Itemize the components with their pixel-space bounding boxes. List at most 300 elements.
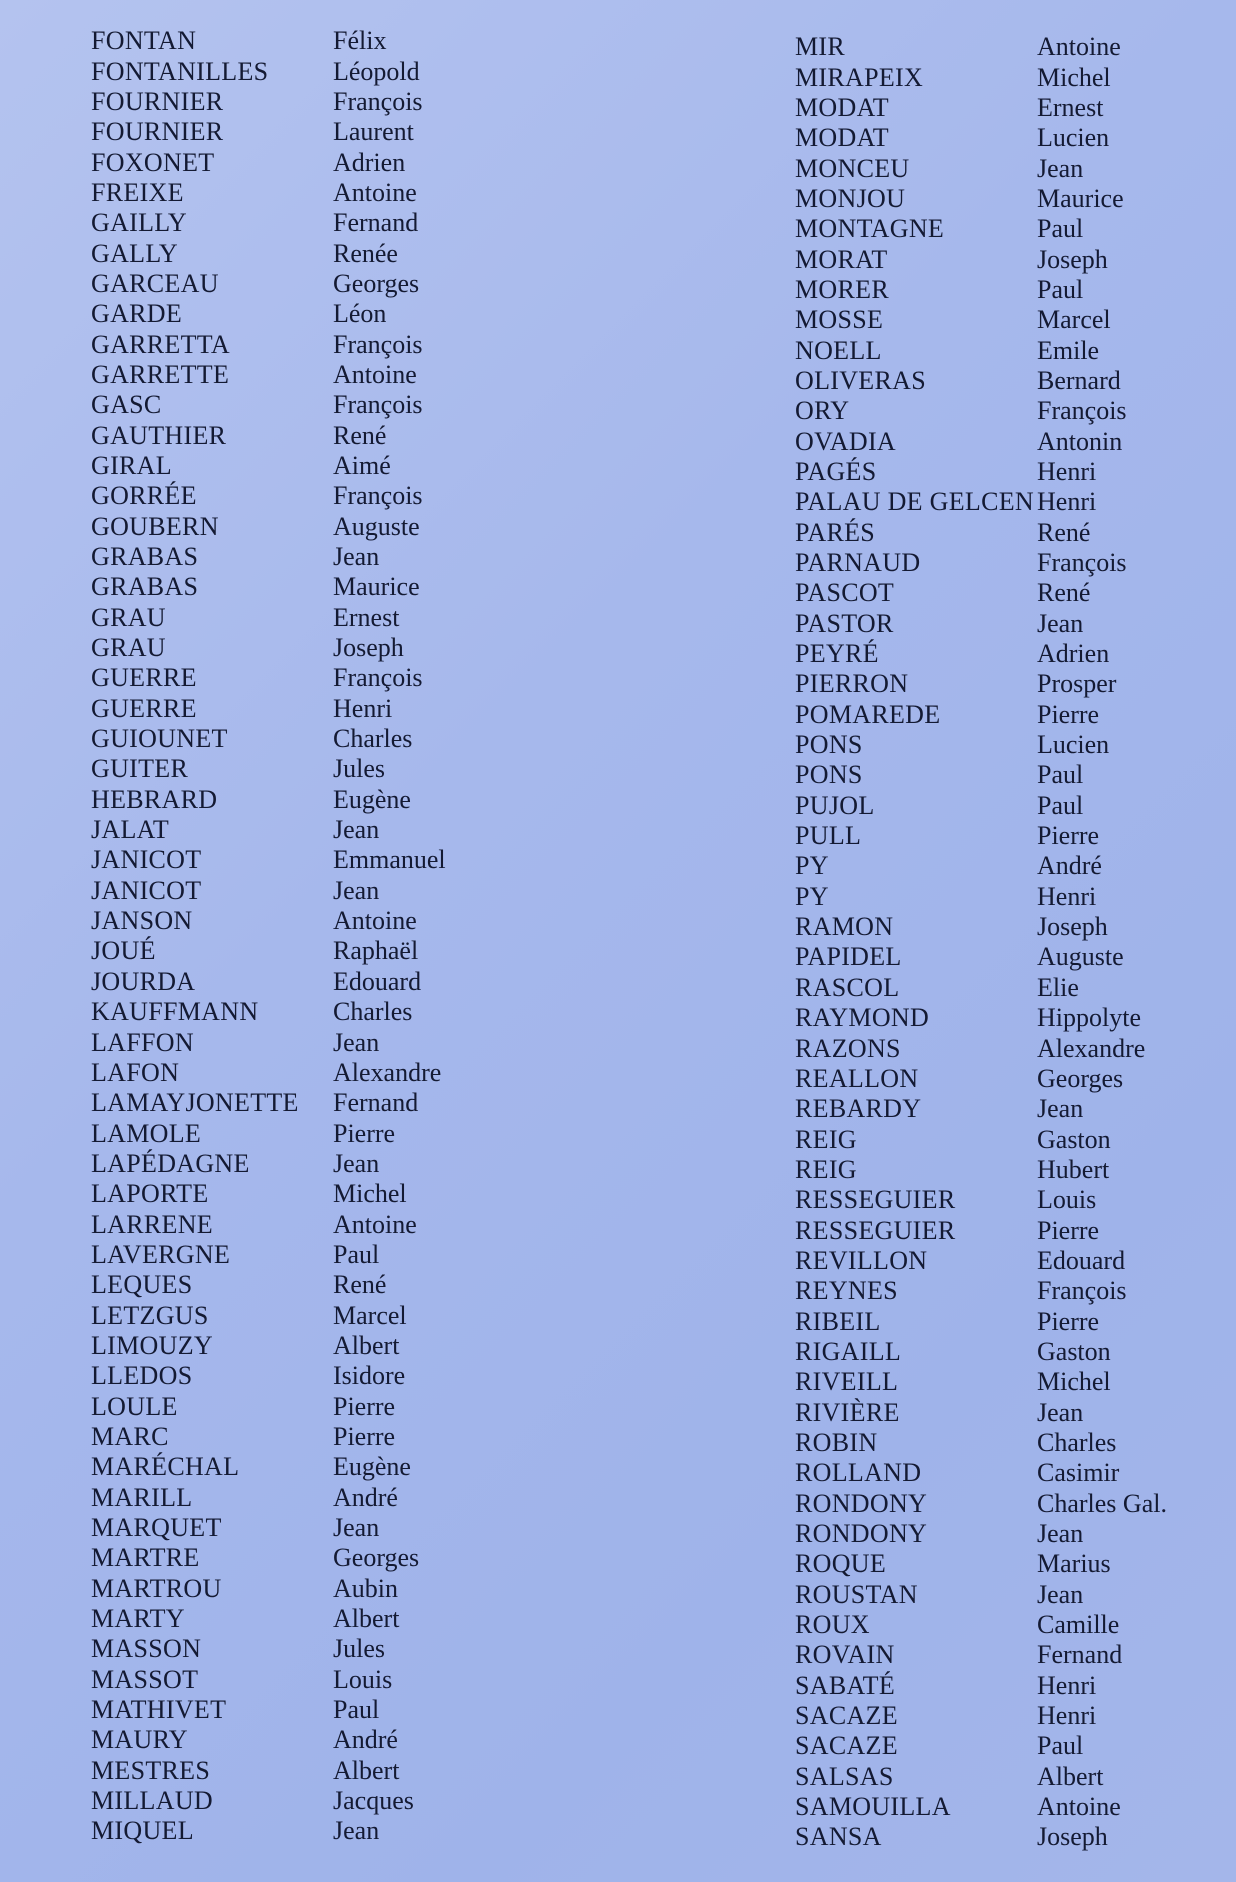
name-row [91, 633, 446, 663]
surname: GRAU [91, 633, 166, 663]
given-name: Antoine [333, 177, 417, 207]
given-name: Jean [1037, 1397, 1084, 1427]
surname: RAMON [795, 912, 894, 942]
name-row [795, 730, 1167, 760]
surname: REALLON [795, 1063, 919, 1093]
surname: GARRETTA [91, 329, 230, 359]
surname: GAUTHIER [91, 420, 227, 450]
name-row [795, 791, 1167, 821]
surname: SACAZE [795, 1701, 898, 1731]
name-row [91, 238, 446, 268]
given-name: Marius [1037, 1549, 1111, 1579]
given-name: René [1037, 517, 1091, 547]
name-row [91, 390, 446, 420]
surname: PARÉS [795, 517, 876, 547]
name-row [795, 973, 1167, 1003]
surname: ROVAIN [795, 1640, 895, 1670]
surname: RIVIÈRE [795, 1397, 900, 1427]
given-name: Antoine [1037, 1792, 1121, 1822]
surname: PULL [795, 821, 862, 851]
name-row [795, 700, 1167, 730]
surname: JANICOT [91, 845, 202, 875]
name-row [795, 1549, 1167, 1579]
given-name: Camille [1037, 1610, 1120, 1640]
given-name: Laurent [333, 117, 414, 147]
surname: OLIVERAS [795, 365, 926, 395]
name-row [91, 1331, 446, 1361]
surname: LOULE [91, 1391, 178, 1421]
given-name: Raphaël [333, 936, 419, 966]
surname: GASC [91, 390, 162, 420]
given-name: Gaston [1037, 1336, 1111, 1366]
given-name: Fernand [333, 208, 419, 238]
given-name: Charles [333, 724, 413, 754]
surname: HEBRARD [91, 784, 218, 814]
given-name: Fernand [333, 1088, 419, 1118]
surname: FOURNIER [91, 86, 224, 116]
name-row [795, 1822, 1167, 1852]
given-name: Edouard [333, 966, 422, 996]
name-row [795, 1458, 1167, 1488]
name-row [91, 178, 446, 208]
name-row [91, 26, 446, 56]
given-name: Charles [333, 997, 413, 1027]
name-row [91, 299, 446, 329]
name-row [795, 123, 1167, 153]
surname: RAZONS [795, 1033, 901, 1063]
surname: MARC [91, 1421, 169, 1451]
name-row [795, 1185, 1167, 1215]
name-row [795, 518, 1167, 548]
surname: MODAT [795, 123, 889, 153]
surname: MARQUET [91, 1513, 222, 1543]
given-name: Casimir [1037, 1458, 1120, 1488]
left-name-column [91, 26, 446, 1847]
given-name: Eugène [333, 1452, 411, 1482]
name-row [795, 1762, 1167, 1792]
name-row [91, 1209, 446, 1239]
surname: MILLAUD [91, 1786, 213, 1816]
surname: GUERRE [91, 663, 197, 693]
surname: REIG [795, 1154, 857, 1184]
given-name: Henri [333, 693, 393, 723]
name-row [91, 1695, 446, 1725]
given-name: Charles Gal. [1037, 1488, 1167, 1518]
surname: GRABAS [91, 542, 199, 572]
given-name: Lucien [1037, 123, 1110, 153]
surname: GORRÉE [91, 481, 197, 511]
name-row [91, 360, 446, 390]
surname: FOURNIER [91, 117, 224, 147]
given-name: Hubert [1037, 1154, 1110, 1184]
surname: RIGAILL [795, 1336, 902, 1366]
surname: LAFFON [91, 1027, 194, 1057]
given-name: Jean [1037, 1519, 1084, 1549]
name-row [91, 329, 446, 359]
name-row [795, 244, 1167, 274]
name-row [795, 426, 1167, 456]
given-name: Albert [333, 1330, 400, 1360]
name-row [91, 845, 446, 875]
given-name: Aimé [333, 450, 391, 480]
name-row [91, 1604, 446, 1634]
name-row [91, 1756, 446, 1786]
given-name: Jules [333, 754, 385, 784]
surname: LEQUES [91, 1270, 193, 1300]
given-name: Jean [1037, 1579, 1084, 1609]
given-name: Ernest [333, 602, 400, 632]
surname: MONJOU [795, 183, 906, 213]
surname: MAURY [91, 1725, 188, 1755]
surname: JOURDA [91, 966, 196, 996]
name-row [91, 1816, 446, 1846]
surname: MONTAGNE [795, 214, 945, 244]
name-row [795, 1003, 1167, 1033]
given-name: René [333, 1270, 387, 1300]
surname: LIMOUZY [91, 1330, 213, 1360]
name-row [795, 275, 1167, 305]
name-row [795, 1731, 1167, 1761]
given-name: Henri [1037, 456, 1097, 486]
given-name: Fernand [1037, 1640, 1123, 1670]
name-row [91, 451, 446, 481]
surname: RESSEGUIER [795, 1185, 956, 1215]
name-row [795, 912, 1167, 942]
given-name: Henri [1037, 881, 1097, 911]
name-row [91, 663, 446, 693]
surname: SALSAS [795, 1761, 894, 1791]
name-row [795, 1792, 1167, 1822]
surname: LAVERGNE [91, 1239, 231, 1269]
name-row [91, 1634, 446, 1664]
surname: PUJOL [795, 790, 875, 820]
surname: MARTRE [91, 1543, 200, 1573]
name-row [795, 62, 1167, 92]
name-row [795, 305, 1167, 335]
name-row [795, 1580, 1167, 1610]
given-name: Léopold [333, 56, 420, 86]
surname: RONDONY [795, 1519, 928, 1549]
given-name: Auguste [1037, 942, 1124, 972]
given-name: Paul [1037, 274, 1084, 304]
name-row [91, 1179, 446, 1209]
name-row [91, 512, 446, 542]
name-row [795, 1489, 1167, 1519]
surname: KAUFFMANN [91, 997, 259, 1027]
given-name: Alexandre [1037, 1033, 1146, 1063]
name-row [795, 1276, 1167, 1306]
given-name: Marcel [1037, 305, 1111, 335]
surname: PASCOT [795, 578, 895, 608]
name-row [91, 1270, 446, 1300]
surname: LAPÉDAGNE [91, 1148, 250, 1178]
given-name: René [1037, 578, 1091, 608]
name-row [795, 1397, 1167, 1427]
name-row [91, 1118, 446, 1148]
given-name: Edouard [1037, 1245, 1126, 1275]
name-row [795, 1701, 1167, 1731]
name-row [795, 1671, 1167, 1701]
given-name: Adrien [1037, 639, 1110, 669]
given-name: Antoine [333, 906, 417, 936]
surname: MESTRES [91, 1755, 211, 1785]
given-name: Léon [333, 299, 387, 329]
surname: JANICOT [91, 875, 202, 905]
surname: LARRENE [91, 1209, 213, 1239]
given-name: Ernest [1037, 92, 1104, 122]
name-row [795, 1215, 1167, 1245]
name-row [795, 93, 1167, 123]
surname: JALAT [91, 815, 170, 845]
surname: MORAT [795, 244, 888, 274]
surname: MORER [795, 274, 889, 304]
given-name: Joseph [1037, 912, 1108, 942]
surname: MARTROU [91, 1573, 222, 1603]
name-row [795, 548, 1167, 578]
name-row [91, 1513, 446, 1543]
name-row [91, 1391, 446, 1421]
given-name: Jean [333, 1816, 380, 1846]
surname: ROLLAND [795, 1458, 922, 1488]
name-row [91, 1027, 446, 1057]
name-row [795, 457, 1167, 487]
given-name: Prosper [1037, 669, 1117, 699]
given-name: Gaston [1037, 1124, 1111, 1154]
name-row [795, 1337, 1167, 1367]
name-row [91, 1240, 446, 1270]
name-row [91, 542, 446, 572]
surname: GAILLY [91, 208, 187, 238]
surname: MARTY [91, 1604, 185, 1634]
name-row [91, 815, 446, 845]
name-row [91, 906, 446, 936]
name-row [91, 56, 446, 86]
surname: GUERRE [91, 693, 197, 723]
surname: MIR [795, 32, 846, 62]
given-name: François [333, 663, 423, 693]
given-name: Aubin [333, 1573, 398, 1603]
given-name: Albert [333, 1755, 400, 1785]
given-name: Paul [1037, 214, 1084, 244]
name-row [795, 184, 1167, 214]
given-name: Georges [333, 1543, 420, 1573]
given-name: Paul [1037, 1731, 1084, 1761]
given-name: André [333, 1482, 398, 1512]
name-row [795, 1246, 1167, 1276]
surname: LLEDOS [91, 1361, 193, 1391]
surname: FONTAN [91, 26, 197, 56]
name-row [795, 1640, 1167, 1670]
name-row [91, 420, 446, 450]
given-name: Jean [333, 1513, 380, 1543]
given-name: François [333, 86, 423, 116]
surname: MASSOT [91, 1664, 199, 1694]
surname: RIBEIL [795, 1306, 881, 1336]
given-name: Marcel [333, 1300, 407, 1330]
surname: SAMOUILLA [795, 1792, 951, 1822]
surname: JANSON [91, 906, 193, 936]
name-row [91, 1300, 446, 1330]
surname: ROBIN [795, 1427, 878, 1457]
name-row [795, 882, 1167, 912]
surname: REVILLON [795, 1245, 928, 1275]
name-row [91, 1452, 446, 1482]
name-row [795, 1094, 1167, 1124]
given-name: Jules [333, 1634, 385, 1664]
name-row [91, 1665, 446, 1695]
name-row [91, 1483, 446, 1513]
name-row [795, 821, 1167, 851]
given-name: Georges [1037, 1063, 1124, 1093]
surname: LAMAYJONETTE [91, 1088, 299, 1118]
name-row [91, 1058, 446, 1088]
surname: PEYRÉ [795, 639, 879, 669]
name-row [795, 1367, 1167, 1397]
surname: MIRAPEIX [795, 62, 924, 92]
surname: GIRAL [91, 450, 172, 480]
surname: REBARDY [795, 1094, 922, 1124]
surname: PAPIDEL [795, 942, 902, 972]
given-name: André [333, 1725, 398, 1755]
given-name: Emmanuel [333, 845, 446, 875]
given-name: Paul [333, 1239, 380, 1269]
name-row [91, 1422, 446, 1452]
surname: FREIXE [91, 177, 184, 207]
surname: POMAREDE [795, 699, 941, 729]
surname: GARDE [91, 299, 183, 329]
name-row [795, 1155, 1167, 1185]
given-name: Elie [1037, 972, 1079, 1002]
given-name: Paul [1037, 790, 1084, 820]
name-row [795, 851, 1167, 881]
given-name: François [333, 390, 423, 420]
given-name: Henri [1037, 1670, 1097, 1700]
given-name: Joseph [1037, 244, 1108, 274]
name-row [795, 1306, 1167, 1336]
given-name: Jean [1037, 153, 1084, 183]
surname: PONS [795, 730, 863, 760]
given-name: Jean [333, 1027, 380, 1057]
surname: MARILL [91, 1482, 193, 1512]
given-name: Michel [1037, 1367, 1111, 1397]
given-name: Maurice [1037, 183, 1124, 213]
given-name: Pierre [333, 1118, 396, 1148]
surname: PAGÉS [795, 456, 877, 486]
surname: GOUBERN [91, 511, 219, 541]
name-row [795, 578, 1167, 608]
name-row [91, 208, 446, 238]
given-name: Antonin [1037, 426, 1123, 456]
given-name: François [333, 329, 423, 359]
name-row [795, 1519, 1167, 1549]
name-row [91, 1786, 446, 1816]
name-row [91, 724, 446, 754]
given-name: Eugène [333, 784, 411, 814]
name-row [91, 572, 446, 602]
surname: GARCEAU [91, 268, 219, 298]
given-name: Renée [333, 238, 398, 268]
name-row [795, 487, 1167, 517]
given-name: Alexandre [333, 1057, 442, 1087]
given-name: André [1037, 851, 1102, 881]
given-name: Joseph [1037, 1822, 1108, 1852]
surname: REYNES [795, 1276, 898, 1306]
given-name: Georges [333, 268, 420, 298]
given-name: Albert [333, 1604, 400, 1634]
name-row [795, 32, 1167, 62]
surname: RESSEGUIER [795, 1215, 956, 1245]
name-row [795, 1610, 1167, 1640]
name-row [91, 1361, 446, 1391]
surname: GARRETTE [91, 359, 230, 389]
surname: ORY [795, 396, 850, 426]
name-row [91, 1725, 446, 1755]
surname: MARÉCHAL [91, 1452, 240, 1482]
surname: MONCEU [795, 153, 910, 183]
given-name: Jean [333, 815, 380, 845]
given-name: Louis [333, 1664, 393, 1694]
given-name: René [333, 420, 387, 450]
given-name: Paul [333, 1695, 380, 1725]
given-name: Hippolyte [1037, 1003, 1141, 1033]
surname: MATHIVET [91, 1695, 227, 1725]
surname: LAFON [91, 1057, 180, 1087]
surname: LAMOLE [91, 1118, 202, 1148]
surname: RASCOL [795, 972, 900, 1002]
name-row [91, 1543, 446, 1573]
given-name: Pierre [1037, 821, 1100, 851]
given-name: Bernard [1037, 365, 1121, 395]
surname: ROUX [795, 1610, 870, 1640]
surname: GUIOUNET [91, 724, 228, 754]
name-row [795, 1064, 1167, 1094]
name-row [795, 335, 1167, 365]
surname: RIVEILL [795, 1367, 899, 1397]
surname: MASSON [91, 1634, 202, 1664]
name-row [91, 967, 446, 997]
name-row [91, 1574, 446, 1604]
name-row [91, 1088, 446, 1118]
surname: PONS [795, 760, 863, 790]
surname: PY [795, 881, 829, 911]
name-row [795, 214, 1167, 244]
name-row [795, 1428, 1167, 1458]
name-row [795, 366, 1167, 396]
surname: JOUÉ [91, 936, 156, 966]
name-row [91, 876, 446, 906]
name-row [91, 269, 446, 299]
name-row [91, 481, 446, 511]
given-name: Emile [1037, 335, 1100, 365]
surname: PARNAUD [795, 548, 921, 578]
surname: PIERRON [795, 669, 909, 699]
surname: MODAT [795, 92, 889, 122]
surname: GRABAS [91, 572, 199, 602]
given-name: Auguste [333, 511, 420, 541]
given-name: Michel [1037, 62, 1111, 92]
name-row [91, 147, 446, 177]
name-row [91, 117, 446, 147]
surname: PASTOR [795, 608, 894, 638]
given-name: Pierre [333, 1421, 396, 1451]
surname: RONDONY [795, 1488, 928, 1518]
surname: REIG [795, 1124, 857, 1154]
surname: OVADIA [795, 426, 896, 456]
given-name: Pierre [1037, 1306, 1100, 1336]
surname: LETZGUS [91, 1300, 209, 1330]
surname: FONTANILLES [91, 56, 269, 86]
given-name: Henri [1037, 1701, 1097, 1731]
